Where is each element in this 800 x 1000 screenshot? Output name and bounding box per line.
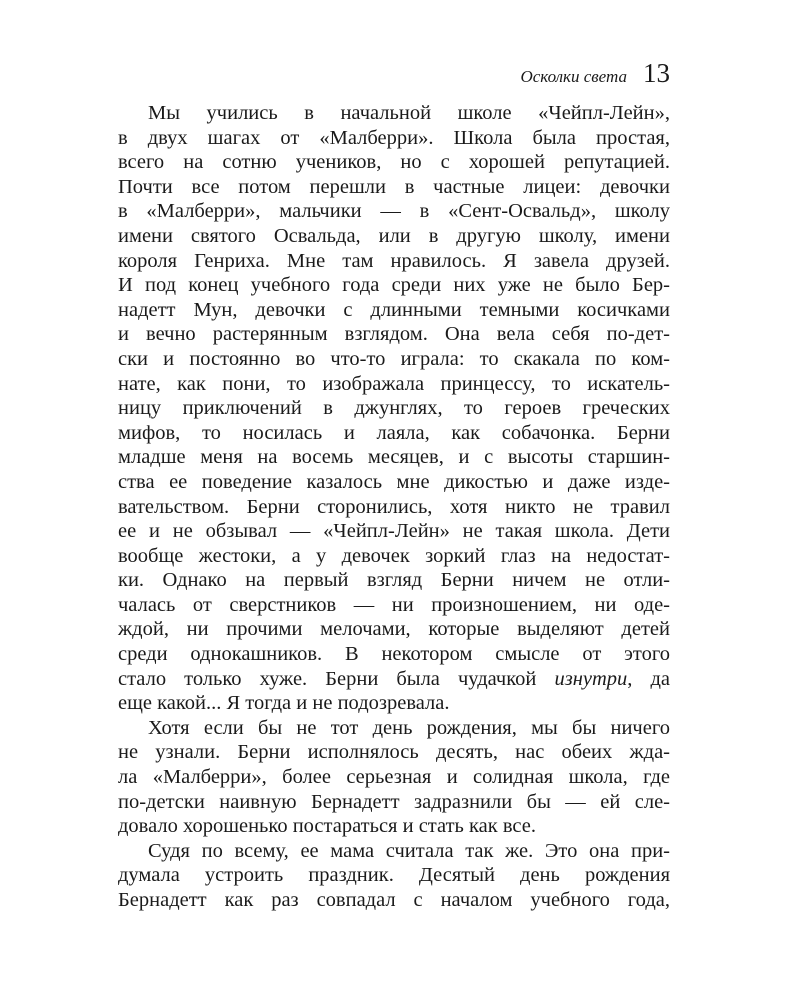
text-line: И под конец учебного года среди них уже не было Бер- (118, 274, 670, 297)
text-line: не узнали. Берни исполнялось десять, нас обеих жда- (118, 741, 670, 764)
text-line: ки. Однако на первый взгляд Берни ничем не отли- (118, 569, 670, 592)
text-line: Судя по всему, ее мама считала так же. Это она при- (148, 839, 670, 862)
body-text (118, 101, 670, 913)
text-line: ждой, ни прочими мелочами, которые выделяют детей (118, 618, 670, 641)
text-line: чалась от сверстников — ни произношением, ни оде- (118, 593, 670, 616)
text-line: ства ее поведение казалось мне дикостью и даже изде- (118, 470, 670, 493)
text-line: мифов, то носилась и лаяла, как собачонка. Берни (118, 421, 670, 444)
text-line: в двух шагах от «Малберри». Школа была простая, (118, 126, 670, 149)
text-line: Бернадетт как раз совпадал с началом учебного года, (118, 889, 670, 911)
text-line-with-emphasis (118, 667, 670, 692)
text-line: нате, как пони, то изображала принцессу, то искатель- (118, 372, 670, 395)
text-line: ски и постоянно во что-то играла: то скакала по ком- (118, 347, 670, 370)
text-line: вообще жестоки, а у девочек зоркий глаз на недостат- (118, 544, 670, 567)
text-line: Хотя если бы не тот день рождения, мы бы ничего (148, 716, 670, 739)
text-line: и вечно растерянным взглядом. Она вела себя по-дет- (118, 323, 670, 346)
text-line: думала устроить праздник. Десятый день рождения (118, 864, 670, 887)
text-line: вательством. Берни сторонились, хотя никто не травил (118, 495, 670, 518)
text-line: младше меня на восемь месяцев, и с высоты старшин- (118, 446, 670, 469)
text-line: по-детски наивную Бернадетт задразнили бы — ей сле- (118, 790, 670, 813)
text-line: еще какой... Я тогда и не подозревала. (118, 692, 450, 715)
text-line: в «Малберри», мальчики — в «Сент-Освальд», школу (118, 200, 670, 223)
text-line: имени святого Освальда, или в другую школу, имени (118, 224, 670, 247)
text-line: Почти все потом перешли в частные лицеи: девочки (118, 175, 670, 198)
text-run: , да (627, 667, 670, 690)
emphasized-word: изнутри (554, 667, 628, 690)
text-line: короля Генриха. Мне там нравилось. Я завела друзей. (118, 249, 670, 272)
text-line: довало хорошенько постараться и стать как все. (118, 815, 536, 838)
text-line: Мы учились в начальной школе «Чейпл-Лейн», (148, 102, 670, 124)
text-run: стало только хуже. Берни была чудачкой (118, 667, 555, 690)
text-line: надетт Мун, девочки с длинными темными косичками (118, 298, 670, 321)
text-line: среди однокашников. В некотором смысле от этого (118, 643, 670, 666)
page-number: 13 (643, 58, 670, 88)
text-line: ее и не обзывал — «Чейпл-Лейн» не такая школа. Дети (118, 520, 670, 543)
book-title: Осколки света (520, 67, 627, 86)
text-line: ла «Малберри», более серьезная и солидная школа, где (118, 766, 670, 789)
running-head (118, 58, 670, 89)
text-line: ницу приключений в джунглях, то героев греческих (118, 397, 670, 420)
text-line: всего на сотню учеников, но с хорошей репутацией. (118, 151, 670, 174)
